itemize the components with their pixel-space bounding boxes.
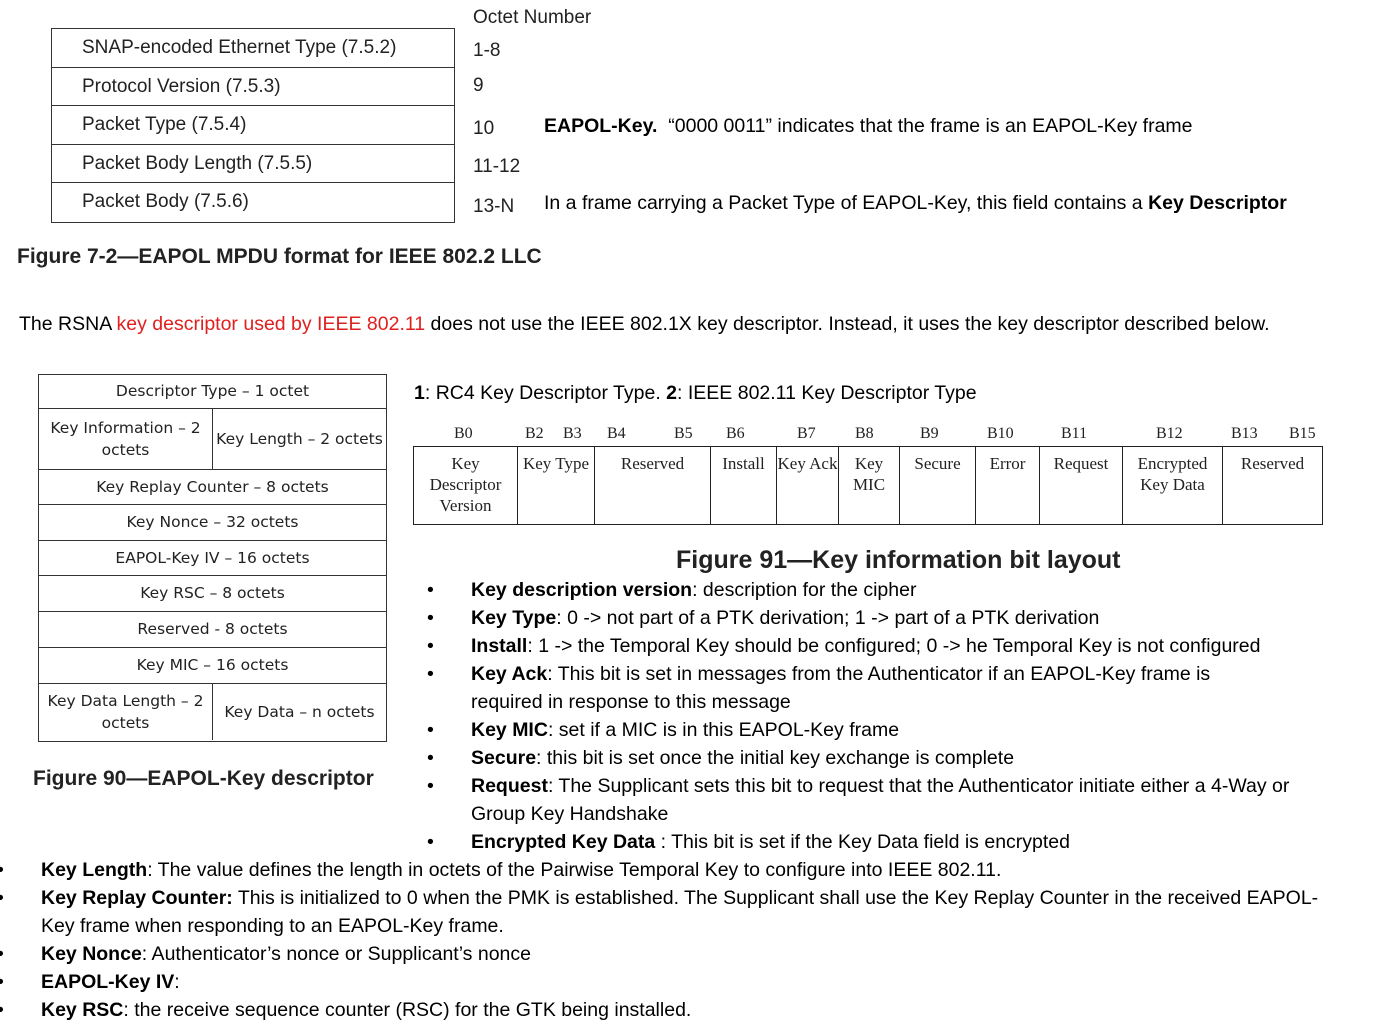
octet-11-12: 11-12 [473, 156, 521, 177]
key-replay-counter-row: Key Replay Counter – 8 octets [39, 470, 386, 505]
key-information-cell: Key Information – 2 octets [39, 409, 213, 469]
list-item: • Key MIC: set if a MIC is in this EAPOL-Key frame [471, 716, 1351, 744]
bit-label-b8: B8 [855, 425, 874, 442]
figure-90-caption: Figure 90—EAPOL-Key descriptor [33, 767, 374, 790]
bit-label-b5: B5 [674, 425, 693, 442]
bit-cell-install: Install [711, 447, 777, 524]
rsna-sentence: The RSNA key descriptor used by IEEE 802.11 does not use the IEEE 802.1X key descriptor. Instead, it uses the key descriptor described below. [19, 313, 1270, 335]
key-data-length-cell: Key Data Length – 2 octets [39, 684, 213, 740]
bit-cell-error: Error [976, 447, 1040, 524]
list-item: • Key Replay Counter: This is initialized to 0 when the PMK is established. The Supplicant shall use the Key Replay Counter in the received EAPOL-Key frame when responding to an EAPOL-Key frame. [41, 884, 1331, 940]
list-item: • Secure: this bit is set once the initial key exchange is complete [471, 744, 1351, 772]
list-item: • Key Nonce: Authenticator’s nonce or Supplicant’s nonce [41, 940, 1341, 968]
list-item: • EAPOL-Key IV: [41, 968, 1341, 996]
bit-cell-request: Request [1040, 447, 1123, 524]
key-data-row [39, 684, 386, 740]
bit-label-b3: B3 [563, 425, 582, 442]
key-data-cell: Key Data – n octets [224, 703, 375, 721]
mpdu-field-packet-type: Packet Type (7.5.4) [52, 106, 454, 145]
bit-cell-key-type: Key Type [518, 447, 595, 524]
bit-label-b15: B15 [1289, 425, 1316, 442]
bit-cell-key-ack: Key Ack [777, 447, 839, 524]
reserved-row: Reserved - 8 octets [39, 612, 386, 648]
rsna-highlight: key descriptor used by IEEE 802.11 [116, 313, 426, 335]
figure-7-2-caption: Figure 7-2—EAPOL MPDU format for IEEE 802.2 LLC [17, 245, 542, 268]
bit-label-b2: B2 [525, 425, 544, 442]
bit-cell-reserved: Reserved [595, 447, 711, 524]
descriptor-types-line: 1: RC4 Key Descriptor Type. 2: IEEE 802.11 Key Descriptor Type [414, 382, 977, 404]
bit-cell-secure: Secure [900, 447, 976, 524]
key-info-bits-list [471, 576, 1351, 856]
key-info-length-row [39, 409, 386, 470]
bit-label-b13: B13 [1231, 425, 1258, 442]
list-item: • Key RSC: the receive sequence counter (RSC) for the GTK being installed. [41, 996, 1341, 1024]
mpdu-field-protocol-version: Protocol Version (7.5.3) [52, 68, 454, 107]
key-nonce-row: Key Nonce – 32 octets [39, 505, 386, 541]
key-fields-list [41, 856, 1341, 1024]
octet-13-n: 13-N [473, 196, 515, 217]
list-item: • Key Ack: This bit is set in messages from the Authenticator if an EAPOL-Key frame is required in response to this message [471, 660, 1271, 716]
key-length-cell: Key Length – 2 octets [216, 430, 383, 448]
list-item: • Encrypted Key Data : This bit is set if the Key Data field is encrypted [471, 828, 1351, 856]
bit-cell-encrypted-key-data: Encrypted Key Data [1123, 447, 1223, 524]
bit-cell-key-descriptor-version: Key Descriptor Version [414, 447, 518, 524]
bit-label-b10: B10 [987, 425, 1014, 442]
key-mic-row: Key MIC – 16 octets [39, 648, 386, 684]
key-information-bit-table [413, 446, 1323, 525]
bit-label-b0: B0 [454, 425, 473, 442]
octet-number-header: Octet Number [473, 7, 592, 28]
list-item: • Request: The Supplicant sets this bit to request that the Authenticator initiate either a 4-Way or Group Key Handshake [471, 772, 1321, 828]
bit-cell-reserved-high: Reserved [1240, 454, 1305, 473]
key-rsc-row: Key RSC – 8 octets [39, 576, 386, 612]
bit-label-b12: B12 [1156, 425, 1183, 442]
mpdu-field-snap: SNAP-encoded Ethernet Type (7.5.2) [52, 29, 454, 68]
bit-cell-key-mic: Key MIC [839, 447, 900, 524]
figure-91-caption: Figure 91—Key information bit layout [676, 546, 1121, 574]
eapol-key-descriptor-table [38, 374, 387, 742]
bit-label-b4: B4 [607, 425, 626, 442]
packet-type-note: EAPOL-Key. “0000 0011” indicates that the frame is an EAPOL-Key frame [544, 115, 1193, 137]
bit-label-b7: B7 [797, 425, 816, 442]
list-item: • Install: 1 -> the Temporal Key should be configured; 0 -> he Temporal Key is not configured [471, 632, 1351, 660]
bit-label-b11: B11 [1061, 425, 1088, 442]
bit-label-b9: B9 [920, 425, 939, 442]
packet-body-note: In a frame carrying a Packet Type of EAPOL-Key, this field contains a Key Descriptor [544, 192, 1287, 214]
octet-9: 9 [473, 75, 484, 96]
octet-1-8: 1-8 [473, 40, 501, 61]
list-item: • Key Length: The value defines the length in octets of the Pairwise Temporal Key to configure into IEEE 802.11. [41, 856, 1341, 884]
eapol-mpdu-table [51, 28, 455, 223]
eapol-key-iv-row: EAPOL-Key IV – 16 octets [39, 541, 386, 576]
list-item: • Key Type: 0 -> not part of a PTK derivation; 1 -> part of a PTK derivation [471, 604, 1351, 632]
list-item: • Key description version: description for the cipher [471, 576, 1351, 604]
bit-label-b6: B6 [726, 425, 745, 442]
mpdu-field-packet-body: Packet Body (7.5.6) [82, 191, 249, 213]
descriptor-type-row: Descriptor Type – 1 octet [39, 375, 386, 409]
octet-10: 10 [473, 118, 495, 139]
mpdu-field-body-length: Packet Body Length (7.5.5) [52, 145, 454, 184]
